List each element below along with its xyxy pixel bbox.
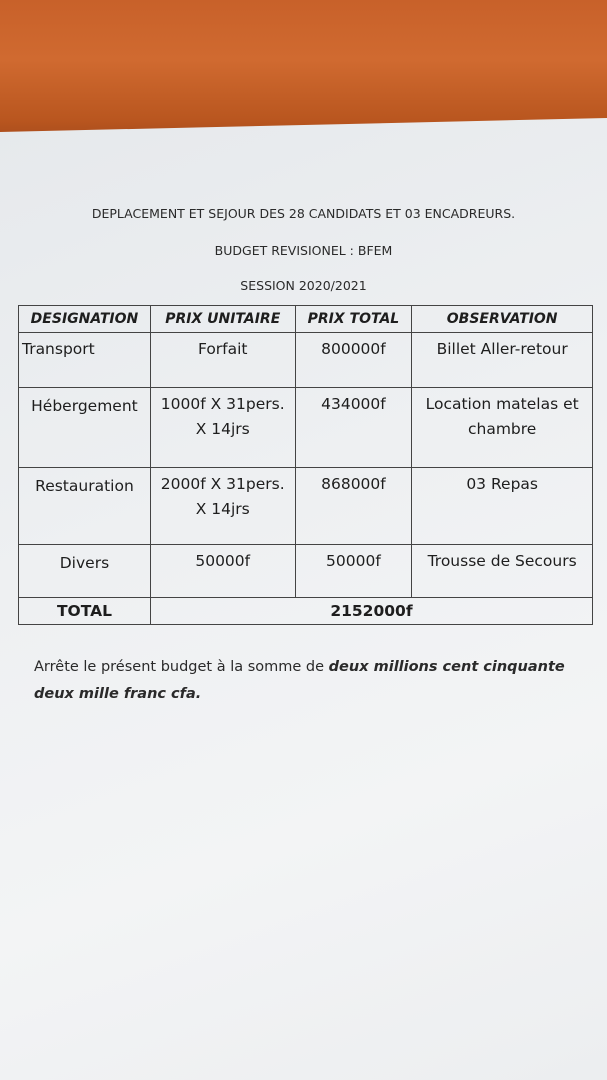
- cell-prix-total: 800000f: [295, 333, 412, 388]
- document-session: SESSION 2020/2021: [240, 278, 367, 293]
- table-row: [19, 545, 593, 598]
- cell-prix-total: 868000f: [295, 468, 412, 545]
- cell-observation: Billet Aller-retour: [412, 333, 593, 388]
- cell-designation: Divers: [19, 545, 151, 598]
- closing-text: Arrête le présent budget à la somme de: [34, 659, 325, 675]
- cell-prix-total: 50000f: [295, 545, 412, 598]
- cell-designation: Transport: [19, 333, 151, 388]
- cell-prix-unitaire: 1000f X 31pers. X 14jrs: [150, 388, 295, 468]
- total-value: 2152000f: [150, 598, 592, 625]
- cell-prix-unitaire: 2000f X 31pers. X 14jrs: [150, 468, 295, 545]
- header-prix-total: PRIX TOTAL: [295, 306, 412, 333]
- cell-prix-unitaire: 50000f: [150, 545, 295, 598]
- cell-designation: Hébergement: [19, 388, 151, 468]
- closing-paragraph: [34, 654, 579, 708]
- cell-observation: Trousse de Secours: [412, 545, 593, 598]
- total-label: TOTAL: [19, 598, 151, 625]
- header-observation: OBSERVATION: [412, 306, 593, 333]
- cell-designation: Restauration: [19, 468, 151, 545]
- closing-amount: deux millions cent cinquante deux mille franc cfa.: [34, 659, 565, 702]
- cell-prix-unitaire: Forfait: [150, 333, 295, 388]
- document-subtitle: BUDGET REVISIONEL : BFEM: [214, 243, 393, 258]
- table-row: [19, 388, 593, 468]
- cell-prix-total: 434000f: [295, 388, 412, 468]
- header-prix-unitaire: PRIX UNITAIRE: [150, 306, 295, 333]
- header-designation: DESIGNATION: [19, 306, 151, 333]
- budget-table: [18, 305, 593, 625]
- table-header-row: [19, 306, 593, 333]
- cell-observation: 03 Repas: [412, 468, 593, 545]
- table-row: [19, 333, 593, 388]
- cell-observation: Location matelas et chambre: [412, 388, 593, 468]
- total-row: [19, 598, 593, 625]
- document-title: DEPLACEMENT ET SEJOUR DES 28 CANDIDATS ET 03 ENCADREURS.: [91, 206, 516, 221]
- table-row: [19, 468, 593, 545]
